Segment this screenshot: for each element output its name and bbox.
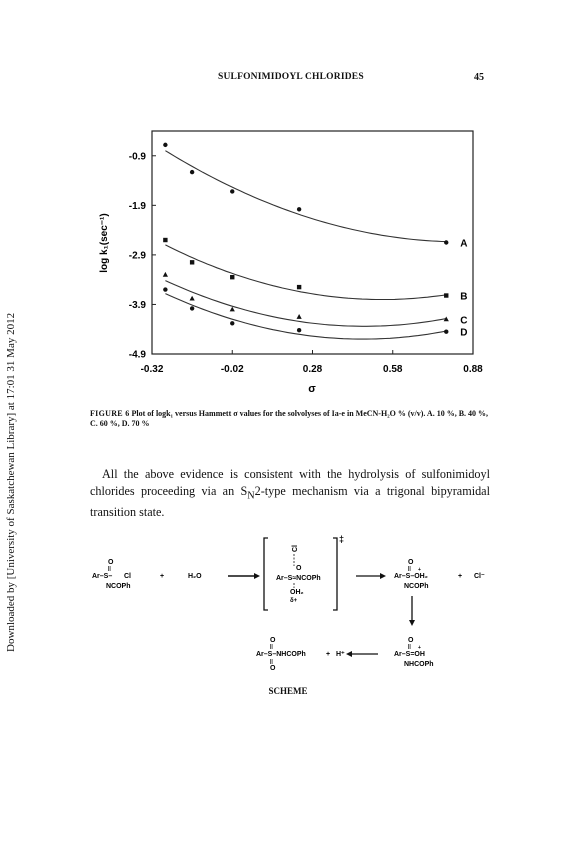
water-label: H₂O bbox=[188, 573, 202, 580]
prod-o-top: O bbox=[270, 637, 276, 644]
scheme-title: SCHEME bbox=[268, 686, 308, 696]
point-C bbox=[190, 296, 195, 301]
arrow-3-head bbox=[409, 620, 415, 626]
ts-oh2: OH₂ bbox=[290, 589, 304, 596]
prod-ar-s-nhcoph: Ar–S–NHCOPh bbox=[256, 651, 306, 658]
int-ncoph: NCOPh bbox=[404, 583, 429, 590]
x-tick-label: 0.88 bbox=[463, 364, 483, 375]
reactant-ar-s: Ar–S– bbox=[92, 573, 113, 580]
x-tick-label: -0.32 bbox=[140, 364, 164, 375]
ts-delta: δ+ bbox=[290, 598, 298, 604]
point-B bbox=[190, 260, 194, 264]
svg-text:||: || bbox=[408, 644, 411, 650]
figure-caption bbox=[90, 409, 490, 429]
series-label-C: C bbox=[460, 315, 468, 327]
y-tick-label: -3.9 bbox=[128, 299, 146, 311]
fit-curve-A bbox=[165, 151, 446, 242]
point-A bbox=[297, 207, 301, 211]
point-B bbox=[444, 293, 448, 297]
point-D bbox=[444, 330, 448, 334]
tautomer-structure bbox=[394, 637, 434, 668]
reactant-ncoph: NCOPh bbox=[106, 583, 131, 590]
int-o: O bbox=[408, 559, 414, 566]
point-D bbox=[230, 321, 234, 325]
chloride-label: Cl⁻ bbox=[474, 573, 485, 580]
point-C bbox=[230, 307, 235, 312]
y-axis-label: log k₁(sec⁻¹) bbox=[99, 213, 110, 273]
scheme-svg bbox=[0, 530, 576, 700]
series-label-A: A bbox=[460, 238, 468, 250]
taut-ar-s-oh: Ar–S=OH bbox=[394, 651, 425, 658]
download-watermark: Downloaded by [University of Saskatchewan Library] at 17:01 31 May 2012 bbox=[5, 312, 17, 652]
point-B bbox=[297, 285, 301, 289]
point-A bbox=[190, 170, 194, 174]
fit-curve-C bbox=[165, 281, 446, 327]
x-axis-label: σ bbox=[308, 383, 316, 395]
plus-sign-3: + bbox=[326, 651, 331, 658]
paragraph-text-after: 2-type mechanism via a trigonal bipyramidal transition state. bbox=[90, 484, 490, 520]
transition-state-structure bbox=[276, 545, 321, 604]
point-D bbox=[297, 328, 301, 332]
ts-dagger: ‡ bbox=[339, 534, 345, 544]
fit-curve-D bbox=[165, 294, 446, 340]
page-number: 45 bbox=[474, 72, 484, 83]
reactant-structure bbox=[92, 559, 131, 590]
int-ar-s-oh2: Ar–S–OH₂ bbox=[394, 573, 428, 580]
y-tick-label: -4.9 bbox=[128, 349, 146, 361]
x-tick-label: 0.58 bbox=[383, 364, 403, 375]
paragraph-text-before: All the above evidence is consistent with the hydrolysis of sulfonimidoyl chlorides proceeding via an S bbox=[90, 467, 490, 498]
svg-text:||: || bbox=[108, 566, 111, 572]
arrow-2-head bbox=[380, 573, 386, 579]
figure-6-chart bbox=[0, 0, 576, 400]
y-tick-labels bbox=[129, 151, 147, 360]
plot-frame bbox=[152, 131, 473, 354]
fit-curve-B bbox=[165, 245, 446, 300]
taut-o: O bbox=[408, 637, 414, 644]
int-plus: + bbox=[418, 567, 421, 573]
point-C bbox=[163, 272, 168, 277]
ts-ar-s-ncoph: Ar–S≈NCOPh bbox=[276, 575, 321, 582]
plus-sign-2: + bbox=[458, 573, 463, 580]
reaction-scheme bbox=[0, 530, 576, 700]
paragraph-subscript: N bbox=[247, 490, 255, 502]
point-A bbox=[163, 143, 167, 147]
chart-svg bbox=[0, 0, 576, 400]
svg-text:||: || bbox=[270, 659, 273, 665]
series-label-D: D bbox=[460, 327, 468, 339]
intermediate-structure bbox=[394, 559, 429, 590]
y-tick-label: -0.9 bbox=[128, 151, 146, 163]
point-A bbox=[444, 240, 448, 244]
y-tick-label: -1.9 bbox=[128, 200, 146, 212]
point-A bbox=[230, 189, 234, 193]
body-paragraph bbox=[90, 466, 490, 521]
taut-plus: + bbox=[418, 645, 421, 651]
svg-text:||: || bbox=[408, 566, 411, 572]
fit-curves bbox=[165, 151, 446, 339]
proton-label: H⁺ bbox=[336, 651, 345, 658]
x-tick-label: 0.28 bbox=[302, 364, 323, 375]
ts-bracket-left bbox=[264, 538, 268, 610]
series-labels bbox=[460, 239, 467, 339]
point-B bbox=[230, 275, 234, 279]
ts-bracket-right bbox=[333, 538, 337, 610]
x-tick-labels bbox=[141, 364, 484, 375]
taut-nhcoph: NHCOPh bbox=[404, 661, 434, 668]
svg-text:||: || bbox=[270, 644, 273, 650]
y-tick-label: -2.9 bbox=[128, 250, 146, 262]
series-label-B: B bbox=[460, 291, 468, 303]
plus-sign-1: + bbox=[160, 573, 165, 580]
arrow-4-head bbox=[346, 651, 352, 657]
ts-cl: Cl bbox=[292, 545, 299, 552]
point-C bbox=[297, 314, 302, 319]
reactant-cl: Cl bbox=[124, 573, 131, 580]
point-B bbox=[163, 238, 167, 242]
running-title: SULFONIMIDOYL CHLORIDES bbox=[218, 72, 364, 82]
point-D bbox=[190, 306, 194, 310]
point-D bbox=[163, 287, 167, 291]
axis-ticks bbox=[152, 156, 473, 354]
caption-label: FIGURE 6 bbox=[90, 409, 130, 418]
reactant-o: O bbox=[108, 559, 114, 566]
ts-o: O bbox=[296, 565, 302, 572]
caption-text: Plot of logk₁ versus Hammett σ values for the solvolyses of Ia-e in MeCN-H₂O % (v/v). A. 10 %, B. 40 %, C. 60 %, D. 70 % bbox=[90, 409, 489, 428]
product-structure bbox=[256, 637, 306, 672]
prod-o-bottom: O bbox=[270, 665, 276, 672]
arrow-1-head bbox=[254, 573, 260, 579]
x-tick-label: -0.02 bbox=[220, 364, 244, 375]
